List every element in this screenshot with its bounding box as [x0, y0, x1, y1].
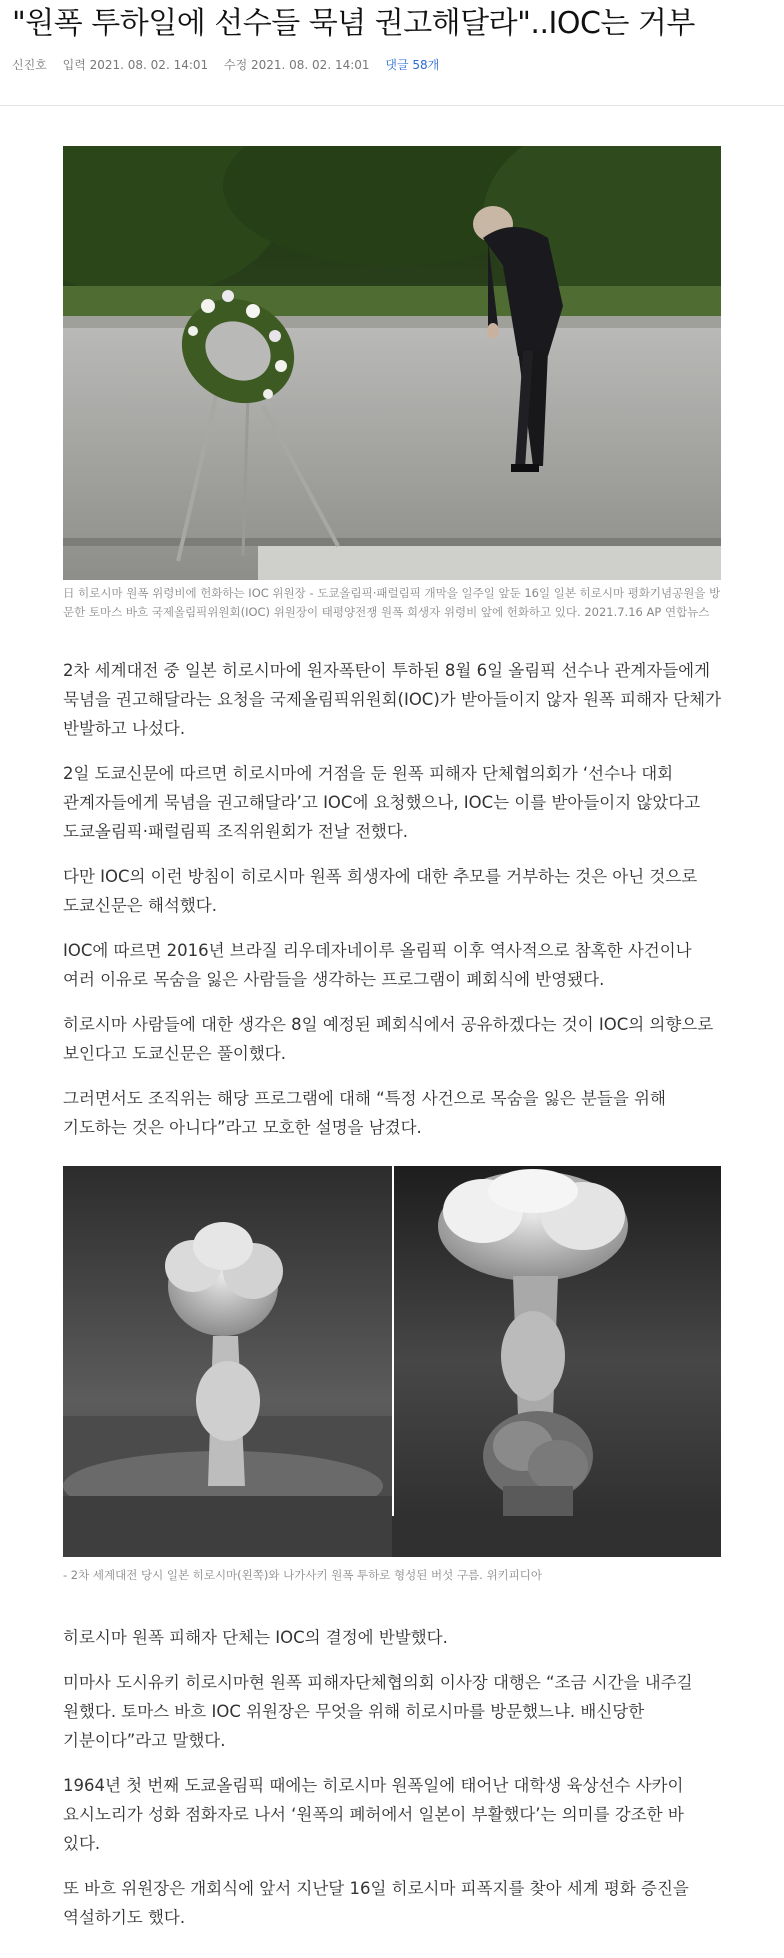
article-paragraph: 2일 도쿄신문에 따르면 히로시마에 거점을 둔 원폭 피해자 단체협의회가 ‘선수나 대회 관계자들에게 묵념을 권고해달라’고 IOC에 요청했으나, IOC는 이를 받아들이지 않았다고 도쿄올림픽·패럴림픽 조직위원회가 전날 전했다. — [63, 764, 701, 841]
memorial-photo[interactable] — [63, 146, 721, 580]
article-paragraph: 히로시마 원폭 피해자 단체는 IOC의 결정에 반발했다. — [63, 1628, 448, 1647]
article-paragraph: 그러면서도 조직위는 해당 프로그램에 대해 “특정 사건으로 목숨을 잃은 분들을 위해 기도하는 것은 아니다”라고 모호한 설명을 남겼다. — [63, 1089, 666, 1137]
published-date: 입력 2021. 08. 02. 14:01 — [62, 58, 209, 72]
article-meta — [12, 56, 772, 73]
article-paragraph: 히로시마 사람들에 대한 생각은 8일 예정된 폐회식에서 공유하겠다는 것이 IOC의 의향으로 보인다고 도쿄신문은 풀이했다. — [63, 1015, 714, 1063]
article-paragraph: 미마사 도시유키 히로시마현 원폭 피해자단체협의회 이사장 대행은 “조금 시간을 내주길 원했다. 토마스 바흐 IOC 위원장은 무엇을 위해 히로시마를 방문했느냐. 배신당한 기분이다”라고 말했다. — [63, 1673, 693, 1750]
mushroom-clouds-photo[interactable] — [63, 1166, 721, 1557]
article-title: "원폭 투하일에 선수들 묵념 권고해달라"..IOC는 거부 — [12, 6, 695, 41]
updated-date: 수정 2021. 08. 02. 14:01 — [223, 58, 370, 72]
article-paragraph: 다만 IOC의 이런 방침이 히로시마 원폭 희생자에 대한 추모를 거부하는 것은 아닌 것으로 도쿄신문은 해석했다. — [63, 867, 698, 915]
author-name[interactable]: 신진호 — [12, 58, 47, 72]
article-paragraph: IOC에 따르면 2016년 브라질 리우데자네이루 올림픽 이후 역사적으로 참혹한 사건이나 여러 이유로 목숨을 잃은 사람들을 생각하는 프로그램이 폐회식에 반영됐다. — [63, 941, 692, 989]
comments-link[interactable]: 댓글 58개 — [385, 58, 440, 72]
article-body — [0, 146, 784, 1932]
article-paragraph: 또 바흐 위원장은 개회식에 앞서 지난달 16일 히로시마 피폭지를 찾아 세계 평화 증진을 역설하기도 했다. — [63, 1879, 689, 1927]
article-header — [0, 0, 784, 73]
photo-caption-clouds: - 2차 세계대전 당시 일본 히로시마(왼쪽)와 나가사키 원폭 투하로 형성된 버섯 구름. 위키피디아 — [63, 1568, 542, 1582]
photo-caption-memorial: 日 히로시마 원폭 위령비에 헌화하는 IOC 위원장 - 도쿄올림픽·패럴림픽 개막을 일주일 앞둔 16일 일본 히로시마 평화기념공원을 방문한 토마스 바흐 국제올림픽위원회(IOC) 위원장이 태평양전쟁 원폭 희생자 위령비 앞에 헌화하고 있다. 2021.7.16 AP 연합뉴스 — [63, 586, 721, 619]
header-divider — [0, 105, 784, 106]
article-paragraph: 1964년 첫 번째 도쿄올림픽 때에는 히로시마 원폭일에 태어난 대학생 육상선수 사카이 요시노리가 성화 점화자로 나서 ‘원폭의 폐허에서 일본이 부활했다’는 의미를 강조한 바 있다. — [63, 1776, 684, 1853]
article-paragraph: 2차 세계대전 중 일본 히로시마에 원자폭탄이 투하된 8월 6일 올림픽 선수나 관계자들에게 묵념을 권고해달라는 요청을 국제올림픽위원회(IOC)가 받아들이지 않자 원폭 피해자 단체가 반발하고 나섰다. — [63, 661, 722, 738]
